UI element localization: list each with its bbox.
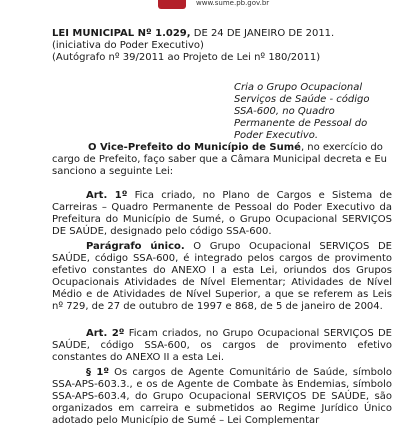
article-2-text: Ficam criados, no Grupo Ocupacional SERVIÇOS DE SAÚDE, código SSA-600, os cargos de provimento efetivo constantes do ANEXO II a esta Lei.	[52, 328, 392, 363]
article-2	[52, 328, 392, 364]
municipal-logo	[158, 0, 186, 9]
paragraph-unico-label: Parágrafo único.	[86, 241, 185, 252]
article-2-label: Art. 2º	[86, 328, 125, 339]
preamble-bold: O Vice-Prefeito do Município de Sumé	[88, 142, 301, 153]
paragraph-unico-text: O Grupo Ocupacional SERVIÇOS DE SAÚDE, código SSA-600, é integrado pelos cargos de provimento efetivo constantes do ANEXO I a esta Lei, oriundos dos Grupos Ocupacionais Atividades de Nível Elementar; Atividades de Nível Médio e de Atividades de Nível Superior, a que se referem as Leis nº 729, de 27 de outubro de 1997 e 868, de 5 de janeiro de 2004.	[52, 241, 392, 312]
preamble-paragraph	[52, 142, 392, 178]
site-url: www.sume.pb.gov.br	[196, 0, 270, 7]
section-1-label: § 1º	[86, 367, 110, 378]
section-1-text: Os cargos de Agente Comunitário de Saúde, símbolo SSA-APS-603.3., e os de Agente de Combate às Endemias, símbolo SSA-APS-603.4, do Grupo Ocupacional SERVIÇOS DE SAÚDE, são organizados em carreira e submetidos ao Regime Jurídico Único adotado pelo Município de Sumé – Lei Complementar	[52, 367, 392, 426]
article-1-label: Art. 1º	[86, 190, 128, 201]
law-title-date: DE 24 DE JANEIRO DE 2011.	[190, 28, 335, 39]
article-1	[52, 190, 392, 238]
section-1	[52, 367, 392, 427]
law-autografo: (Autógrafo nº 39/2011 ao Projeto de Lei nº 180/2011)	[52, 52, 321, 63]
law-ementa: Cria o Grupo Ocupacional Serviços de Saúde - código SSA-600, no Quadro Permanente de Pessoal do Poder Executivo.	[234, 82, 370, 141]
law-initiative: (iniciativa do Poder Executivo)	[52, 40, 204, 51]
preamble-text: , no exercício do cargo de Prefeito, faço saber que a Câmara Municipal decreta e Eu sanciono a seguinte Lei:	[52, 142, 387, 177]
paragraph-unico	[52, 241, 392, 313]
law-title	[52, 28, 392, 40]
article-1-text: Fica criado, no Plano de Cargos e Sistema de Carreiras – Quadro Permanente de Pessoal do Poder Executivo da Prefeitura do Município de Sumé, o Grupo Ocupacional SERVIÇOS DE SAÚDE, designado pelo código SSA-600.	[52, 190, 392, 237]
law-title-number: LEI MUNICIPAL Nº 1.029,	[52, 28, 191, 39]
